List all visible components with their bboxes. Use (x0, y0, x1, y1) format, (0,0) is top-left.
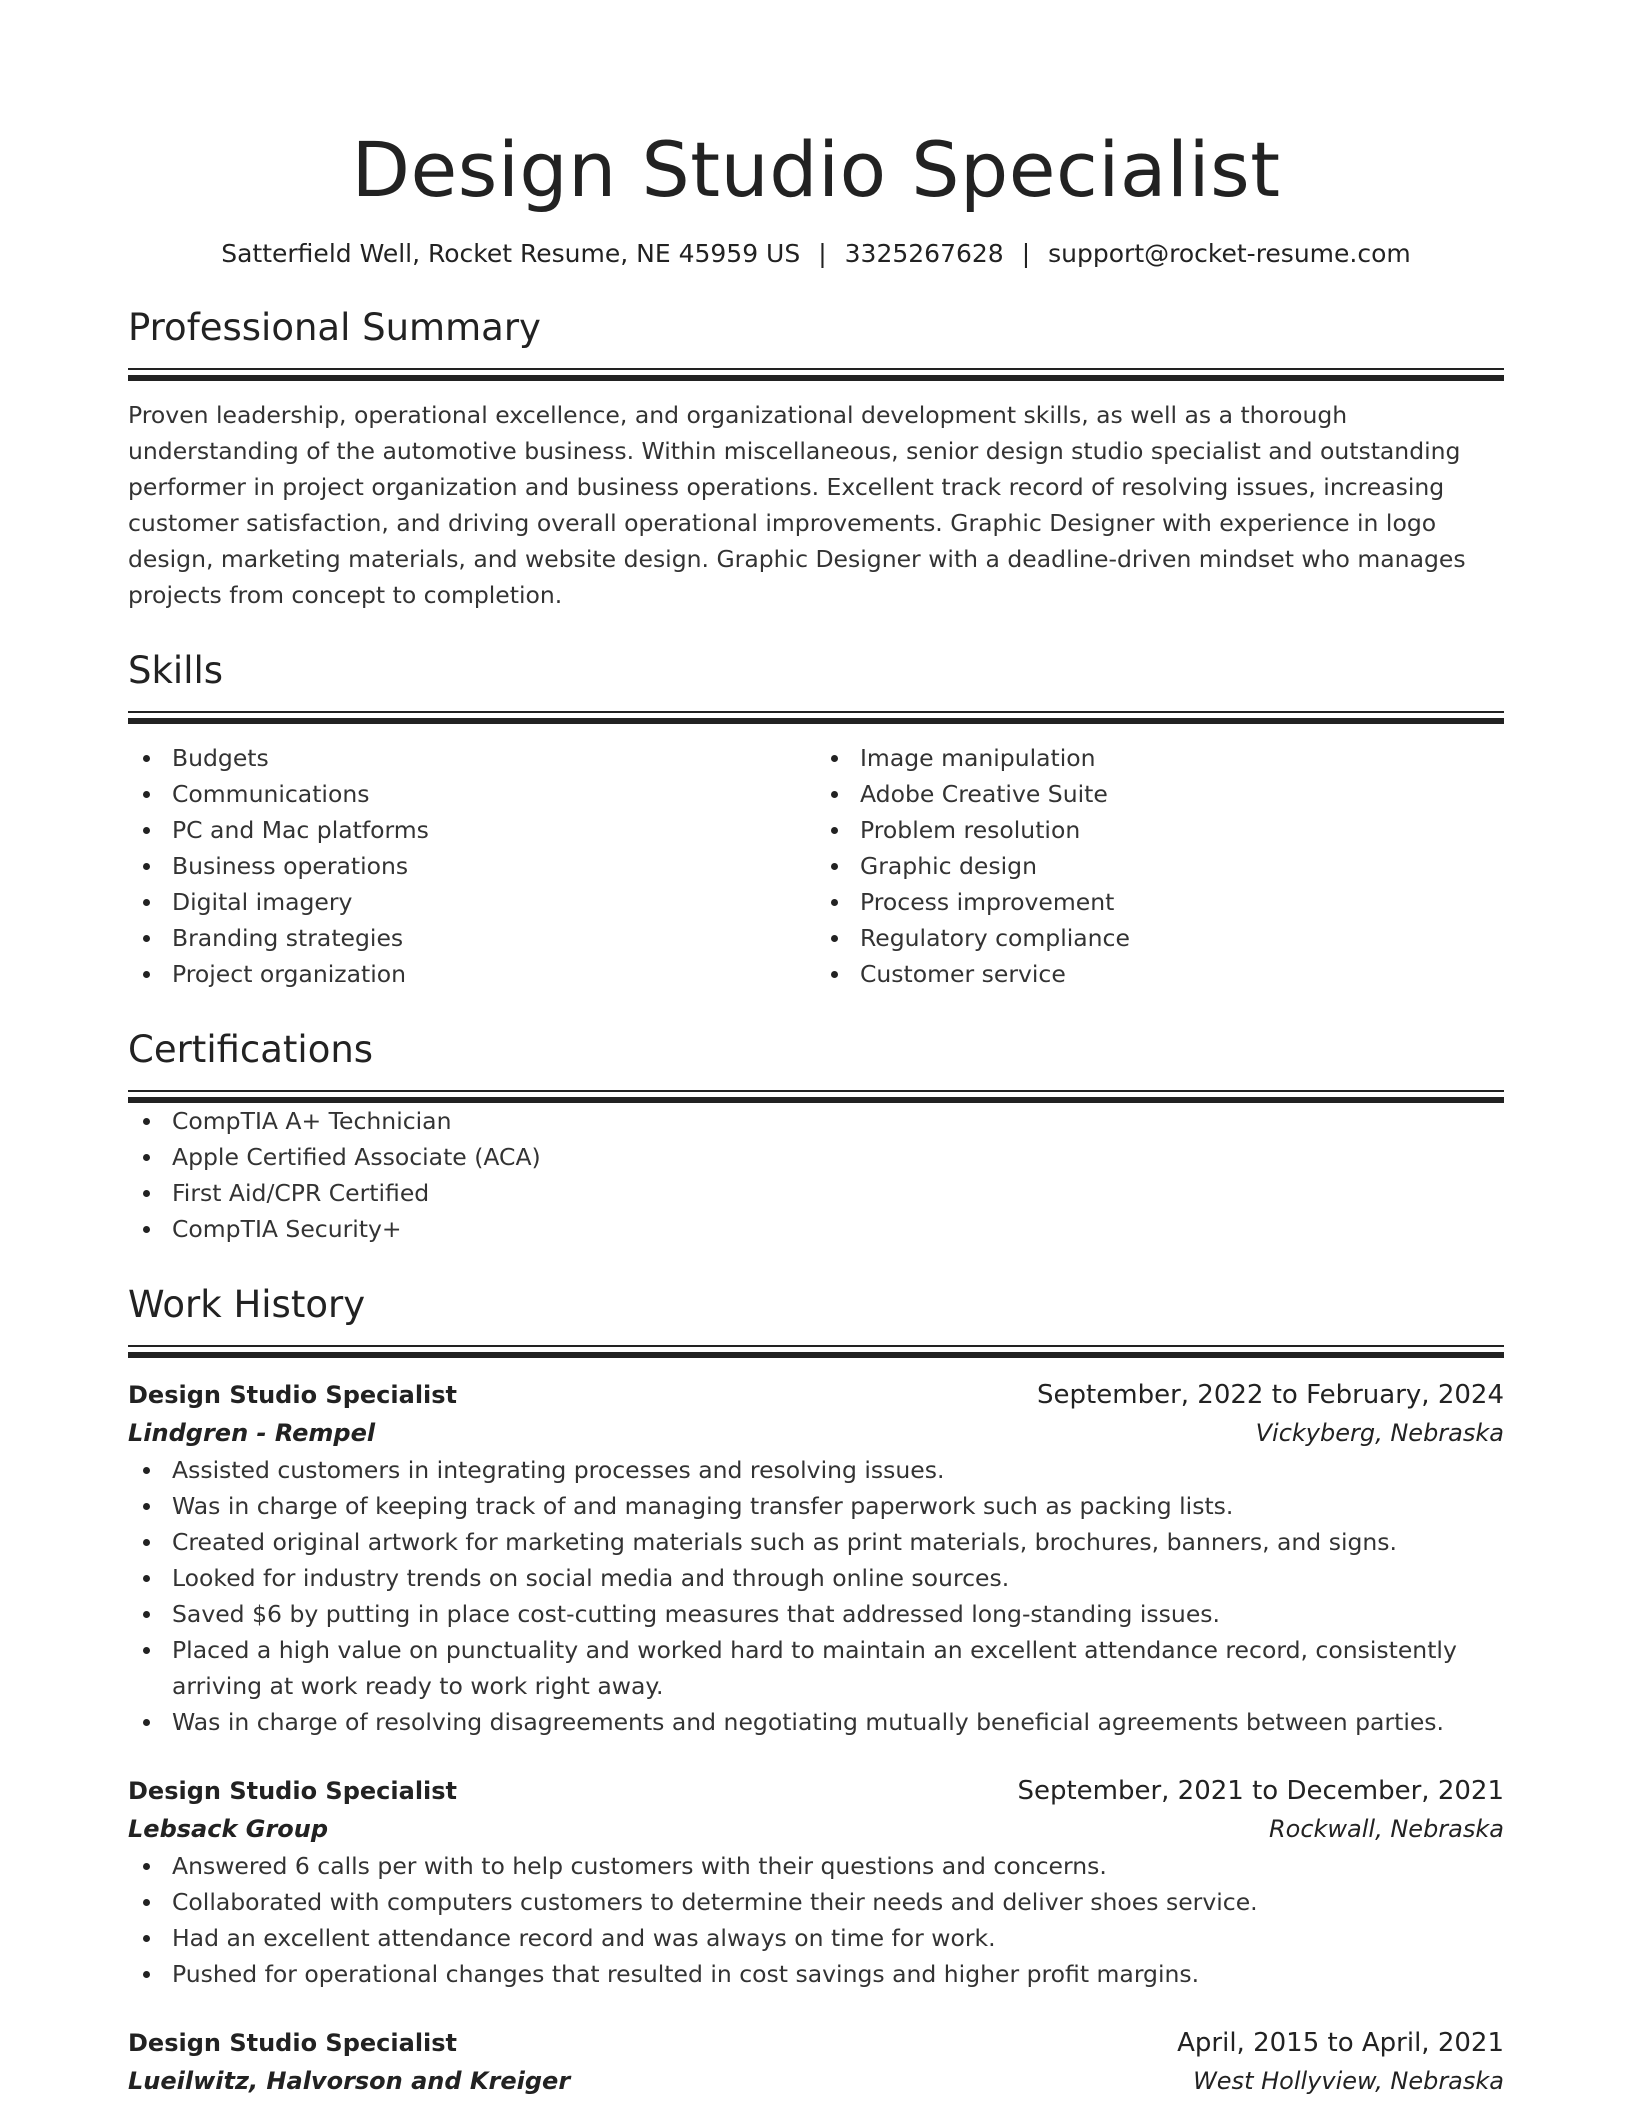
certification-item: CompTIA Security+ (128, 1211, 1504, 1247)
section-divider (128, 368, 1504, 381)
skill-item: Business operations (128, 848, 816, 884)
skills-heading: Skills (128, 649, 224, 692)
contact-address: Satterfield Well, Rocket Resume, NE 45959 US (221, 239, 801, 268)
job-entry (128, 1772, 1504, 1992)
job-duty-item: Answered 6 calls per with to help customers with their questions and concerns. (128, 1848, 1504, 1884)
summary-section (128, 304, 1504, 613)
job-title: Design Studio Specialist (128, 1381, 458, 1409)
job-company-row (128, 1414, 1504, 1452)
skill-item: Graphic design (816, 848, 1504, 884)
job-company: Lueilwitz, Halvorson and Kreiger (128, 2067, 571, 2095)
job-dates: September, 2021 to December, 2021 (1017, 1776, 1504, 1806)
job-company-row (128, 2062, 1504, 2100)
job-company: Lindgren - Rempel (128, 1419, 376, 1447)
contact-email: support@rocket-resume.com (1048, 239, 1411, 268)
skill-item: Process improvement (816, 884, 1504, 920)
job-entry (128, 2024, 1504, 2100)
job-company-row (128, 1810, 1504, 1848)
job-duty-item: Looked for industry trends on social media and through online sources. (128, 1560, 1504, 1596)
job-duty-item: Had an excellent attendance record and was always on time for work. (128, 1920, 1504, 1956)
certifications-heading: Certifications (128, 1028, 374, 1071)
skills-section (128, 647, 1504, 992)
job-duty-item: Placed a high value on punctuality and worked hard to maintain an excellent attendance record, consistently arriving at work ready to work right away. (128, 1632, 1504, 1704)
section-divider (128, 1345, 1504, 1358)
skills-list-left (128, 740, 816, 992)
skill-item: Problem resolution (816, 812, 1504, 848)
work-history-heading: Work History (128, 1283, 366, 1326)
resume-page (128, 0, 1504, 2100)
certification-item: Apple Certified Associate (ACA) (128, 1139, 1504, 1175)
contact-separator: | (818, 239, 827, 268)
job-duty-item: Assisted customers in integrating processes and resolving issues. (128, 1452, 1504, 1488)
job-header-row (128, 1772, 1504, 1810)
job-location: Rockwall, Nebraska (1268, 1815, 1504, 1843)
skills-column-right (816, 740, 1504, 992)
job-location: West Hollyview, Nebraska (1193, 2067, 1504, 2095)
certifications-section (128, 1026, 1504, 1247)
job-title: Design Studio Specialist (128, 2029, 458, 2057)
skill-item: Branding strategies (128, 920, 816, 956)
job-duty-item: Saved $6 by putting in place cost-cutting measures that addressed long-standing issues. (128, 1596, 1504, 1632)
certifications-list (128, 1103, 1504, 1247)
contact-phone: 3325267628 (844, 239, 1004, 268)
section-divider (128, 711, 1504, 724)
section-divider (128, 1090, 1504, 1103)
job-duty-item: Pushed for operational changes that resulted in cost savings and higher profit margins. (128, 1956, 1504, 1992)
certification-item: First Aid/CPR Certified (128, 1175, 1504, 1211)
contact-line (128, 238, 1504, 270)
certification-item: CompTIA A+ Technician (128, 1103, 1504, 1139)
skill-item: PC and Mac platforms (128, 812, 816, 848)
skill-item: Digital imagery (128, 884, 816, 920)
job-header-row (128, 2024, 1504, 2062)
job-location: Vickyberg, Nebraska (1255, 1419, 1504, 1447)
skills-grid (128, 740, 1504, 992)
skill-item: Image manipulation (816, 740, 1504, 776)
skill-item: Adobe Creative Suite (816, 776, 1504, 812)
resume-name: Design Studio Specialist (351, 125, 1281, 214)
work-history-section (128, 1281, 1504, 2100)
job-entry (128, 1376, 1504, 1740)
job-duties-list (128, 1452, 1504, 1740)
job-duty-item: Collaborated with computers customers to determine their needs and deliver shoes service. (128, 1884, 1504, 1920)
skill-item: Regulatory compliance (816, 920, 1504, 956)
skill-item: Customer service (816, 956, 1504, 992)
skills-column-left (128, 740, 816, 992)
job-dates: September, 2022 to February, 2024 (1037, 1380, 1504, 1410)
summary-heading: Professional Summary (128, 306, 541, 349)
skills-list-right (816, 740, 1504, 992)
job-duty-item: Was in charge of keeping track of and managing transfer paperwork such as packing lists. (128, 1488, 1504, 1524)
job-company: Lebsack Group (128, 1815, 329, 1843)
job-duties-list (128, 1848, 1504, 1992)
summary-text: Proven leadership, operational excellence, and organizational development skills, as well as a thorough understanding of the automotive business. Within miscellaneous, senior design studio specialist and outstanding performer in project organization and business operations. Excellent track record of resolving issues, increasing customer satisfaction, and driving overall operational improvements. Graphic Designer with experience in logo design, marketing materials, and website design. Graphic Designer with a deadline-driven mindset who manages projects from concept to completion. (128, 401, 1466, 609)
job-header-row (128, 1376, 1504, 1414)
job-duty-item: Created original artwork for marketing materials such as print materials, brochures, banners, and signs. (128, 1524, 1504, 1560)
job-duty-item: Was in charge of resolving disagreements and negotiating mutually beneficial agreements between parties. (128, 1704, 1504, 1740)
skill-item: Communications (128, 776, 816, 812)
skill-item: Project organization (128, 956, 816, 992)
contact-separator: | (1021, 239, 1031, 268)
skill-item: Budgets (128, 740, 816, 776)
job-dates: April, 2015 to April, 2021 (1177, 2028, 1504, 2058)
job-title: Design Studio Specialist (128, 1777, 458, 1805)
